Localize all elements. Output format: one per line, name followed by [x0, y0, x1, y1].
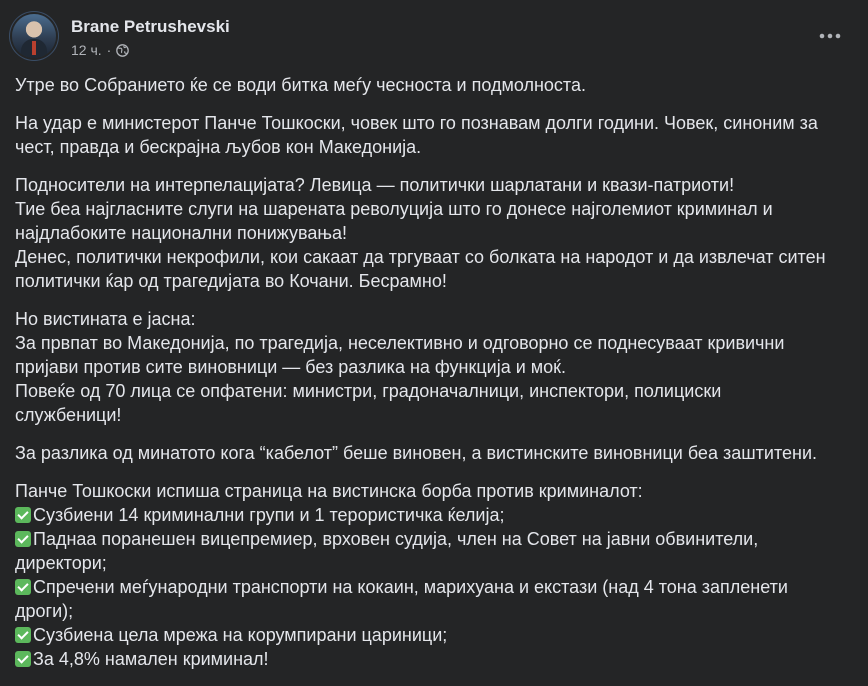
achievement-text: Паднаа поранешен вицепремиер, врховен судија, член на Совет на јавни обвинители,	[33, 529, 759, 549]
check-mark-icon	[15, 651, 31, 667]
avatar-tie	[32, 41, 36, 55]
check-mark-icon	[15, 627, 31, 643]
paragraph	[15, 173, 855, 293]
author-avatar[interactable]	[12, 14, 56, 58]
text-line: политички ќар од трагедијата во Кочани. Бесрамно!	[15, 271, 447, 291]
post-timestamp[interactable]: 12 ч.	[71, 42, 102, 58]
check-mark-icon	[15, 507, 31, 523]
text-line: Повеќе од 70 лица се опфатени: министри, градоначалници, инспектори, полициски	[15, 381, 722, 401]
achievement-text: Спречени меѓународни транспорти на кокаин, марихуана и екстази (над 4 тона запленети	[33, 577, 788, 597]
text-line: Тие беа најгласните слуги на шарената револуција што го донесе најголемиот криминал и	[15, 199, 773, 219]
more-options-icon	[819, 33, 841, 39]
achievements-intro: Панче Тошкоски испиша страница на вистинска борба против криминалот:	[15, 481, 643, 501]
achievement-item	[15, 575, 855, 599]
text-line: Но вистината е јасна:	[15, 309, 196, 329]
achievement-item	[15, 623, 855, 647]
paragraph	[15, 307, 855, 427]
text-line: службеници!	[15, 405, 122, 425]
achievement-text: Сузбиени 14 криминални групи и 1 терористичка ќелија;	[33, 505, 505, 525]
meta-separator: ·	[106, 42, 112, 58]
more-options-button[interactable]	[812, 22, 848, 50]
text-line: Утре во Собранието ќе се води битка меѓу чесноста и подмолноста.	[15, 75, 586, 95]
paragraph	[15, 441, 855, 465]
paragraph	[15, 73, 855, 97]
text-line: Подносители на интерпелацијата? Левица — политички шарлатани и квази-патриоти!	[15, 175, 735, 195]
achievement-text-continued: директори;	[15, 553, 107, 573]
text-line: За разлика од минатото кога “кабелот” беше виновен, а вистинските виновници беа заштитени.	[15, 443, 818, 463]
globe-icon[interactable]	[116, 44, 129, 57]
text-line: Денес, политички некрофили, кои сакаат да тргуваат со болката на народот и да извлечат ситен	[15, 247, 826, 267]
achievement-item	[15, 647, 855, 671]
achievements-paragraph	[15, 479, 855, 671]
check-mark-icon	[15, 579, 31, 595]
author-name[interactable]: Brane Petrushevski	[71, 17, 230, 36]
text-line: најдлабоките национални понижувања!	[15, 223, 348, 243]
text-line: За првпат во Македонија, по трагедија, неселективно и одговорно се поднесуваат кривични	[15, 333, 785, 353]
paragraph	[15, 111, 855, 159]
text-line: пријави против сите виновници — без разлика на функција и моќ.	[15, 357, 567, 377]
achievement-item	[15, 503, 855, 527]
text-line: На удар е министерот Панче Тошкоски, човек што го познавам долги години. Човек, синоним за	[15, 113, 818, 133]
text-line: чест, правда и бескрајна љубов кон Македонија.	[15, 137, 422, 157]
post-meta	[71, 42, 129, 58]
achievement-text: Сузбиена цела мрежа на корумпирани цариници;	[33, 625, 448, 645]
achievement-item	[15, 527, 855, 551]
post-text	[15, 73, 855, 685]
achievement-text-continued: дроги);	[15, 601, 74, 621]
check-mark-icon	[15, 531, 31, 547]
achievement-text: За 4,8% намален криминал!	[33, 649, 269, 669]
